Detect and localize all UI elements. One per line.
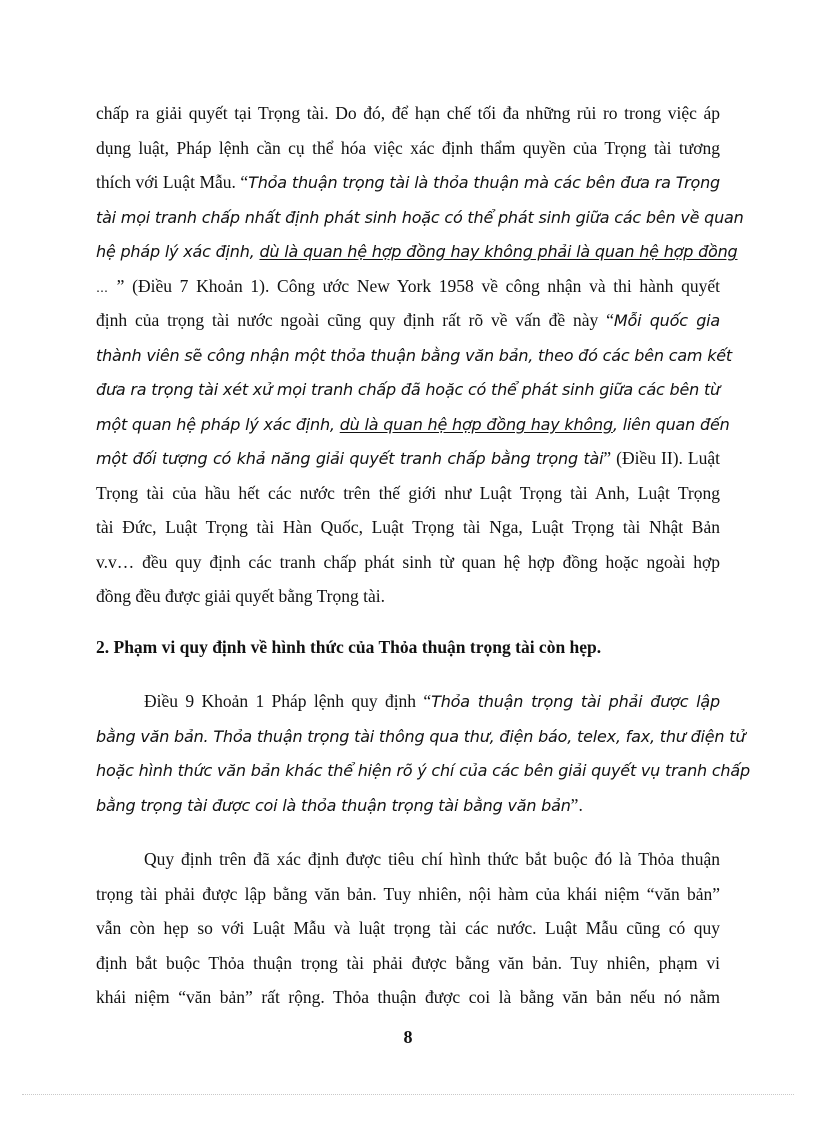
text-run: ”. <box>570 794 583 815</box>
text-line: dụng luật, Pháp lệnh cần cụ thể hóa việc xác định thẩm quyền của Trọng tài tương <box>96 137 720 158</box>
text-line: v.v… đều quy định các tranh chấp phát sinh từ quan hệ hợp đồng hoặc ngoài hợp <box>96 551 720 572</box>
text-line <box>96 753 750 788</box>
page-divider <box>22 1094 794 1095</box>
text-line: tài Đức, Luật Trọng tài Hàn Quốc, Luật Trọng tài Nga, Luật Trọng tài Nhật Bản <box>96 517 720 537</box>
text-run: Điều 9 Khoản 1 Pháp lệnh quy định “ <box>144 691 432 711</box>
italic-quote: một đối tượng có khả năng giải quyết tranh chấp bằng trọng tài <box>96 449 604 468</box>
text-run: ” (Điều 7 Khoản 1). Công ước New York 1958 về công nhận và thi hành quyết <box>109 275 720 296</box>
italic-quote: một quan hệ pháp lý xác định, <box>96 414 340 434</box>
text-line: Quy định trên đã xác định được tiêu chí hình thức bắt buộc đó là Thỏa thuận <box>144 849 720 869</box>
italic-quote: tài mọi tranh chấp nhất định phát sinh hoặc có thể phát sinh giữa các bên về quan <box>96 207 744 227</box>
text-line <box>96 372 720 407</box>
text-line <box>96 684 720 719</box>
text-run: thích với Luật Mẫu. “ <box>96 172 249 192</box>
text-line: vẫn còn hẹp so với Luật Mẫu và luật trọng tài các nước. Luật Mẫu cũng có quy <box>96 918 720 938</box>
text-line: chấp ra giải quyết tại Trọng tài. Do đó, để hạn chế tối đa những rủi ro trong việc áp <box>96 103 720 123</box>
text-run: ” (Điều II). Luật <box>603 448 721 468</box>
text-line <box>96 441 720 476</box>
text-line <box>96 165 720 200</box>
italic-quote: đưa ra trọng tài xét xử mọi tranh chấp đã hoặc có thể phát sinh giữa các bên từ <box>96 380 720 399</box>
italic-quote: thành viên sẽ công nhận một thỏa thuận bằng văn bản, theo đó các bên cam kết <box>96 345 732 365</box>
italic-quote: Thỏa thuận trọng tài phải được lập <box>431 692 720 711</box>
italic-quote: bằng văn bản. Thỏa thuận trọng tài thông qua thư, điện báo, telex, fax, thư điện tử <box>96 726 746 746</box>
italic-quote: hệ pháp lý xác định, <box>96 242 260 261</box>
underlined-quote: dù là quan hệ hợp đồng hay không phải là quan hệ hợp đồng <box>259 242 738 261</box>
italic-quote: bằng trọng tài được coi là thỏa thuận trọng tài bằng văn bản <box>96 795 571 815</box>
heading-text: 2. Phạm vi quy định về hình thức của Thỏa thuận trọng tài còn hẹp. <box>96 637 602 657</box>
text-line: khái niệm “văn bản” rất rộng. Thỏa thuận được coi là bằng văn bản nếu nó nằm <box>96 987 720 1007</box>
paragraph-written-form <box>96 842 720 1015</box>
text-line: trọng tài phải được lập bằng văn bản. Tuy nhiên, nội hàm của khái niệm “văn bản” <box>96 883 720 904</box>
text-line: đồng đều được giải quyết bằng Trọng tài. <box>96 586 385 606</box>
text-line <box>96 269 720 304</box>
text-line <box>96 200 744 235</box>
paragraph-arbitration-scope <box>96 96 744 614</box>
text-line <box>96 407 730 442</box>
text-line <box>96 234 738 269</box>
italic-quote: Thỏa thuận trọng tài là thỏa thuận mà các bên đưa ra Trọng <box>248 173 720 192</box>
italic-quote: hoặc hình thức văn bản khác thể hiện rõ ý chí của các bên giải quyết vụ tranh chấp <box>96 761 750 780</box>
ellipsis: … <box>96 280 109 295</box>
text-line <box>96 719 746 754</box>
text-line <box>96 338 732 373</box>
text-line <box>96 303 720 338</box>
section-heading <box>96 630 720 665</box>
underlined-quote: dù là quan hệ hợp đồng hay không <box>339 414 613 434</box>
page-number: 8 <box>403 1027 413 1047</box>
text-line <box>96 788 720 823</box>
italic-quote: , liên quan đến <box>612 414 730 434</box>
text-run: định của trọng tài nước ngoài cũng quy định rất rõ về vấn đề này “ <box>96 310 614 330</box>
italic-quote: Mỗi quốc gia <box>613 311 720 330</box>
paragraph-form-requirement <box>96 684 750 822</box>
text-line: định bắt buộc Thỏa thuận trọng tài phải được bằng văn bản. Tuy nhiên, phạm vi <box>96 952 720 973</box>
text-line: Trọng tài của hầu hết các nước trên thế giới như Luật Trọng tài Anh, Luật Trọng <box>96 482 720 503</box>
